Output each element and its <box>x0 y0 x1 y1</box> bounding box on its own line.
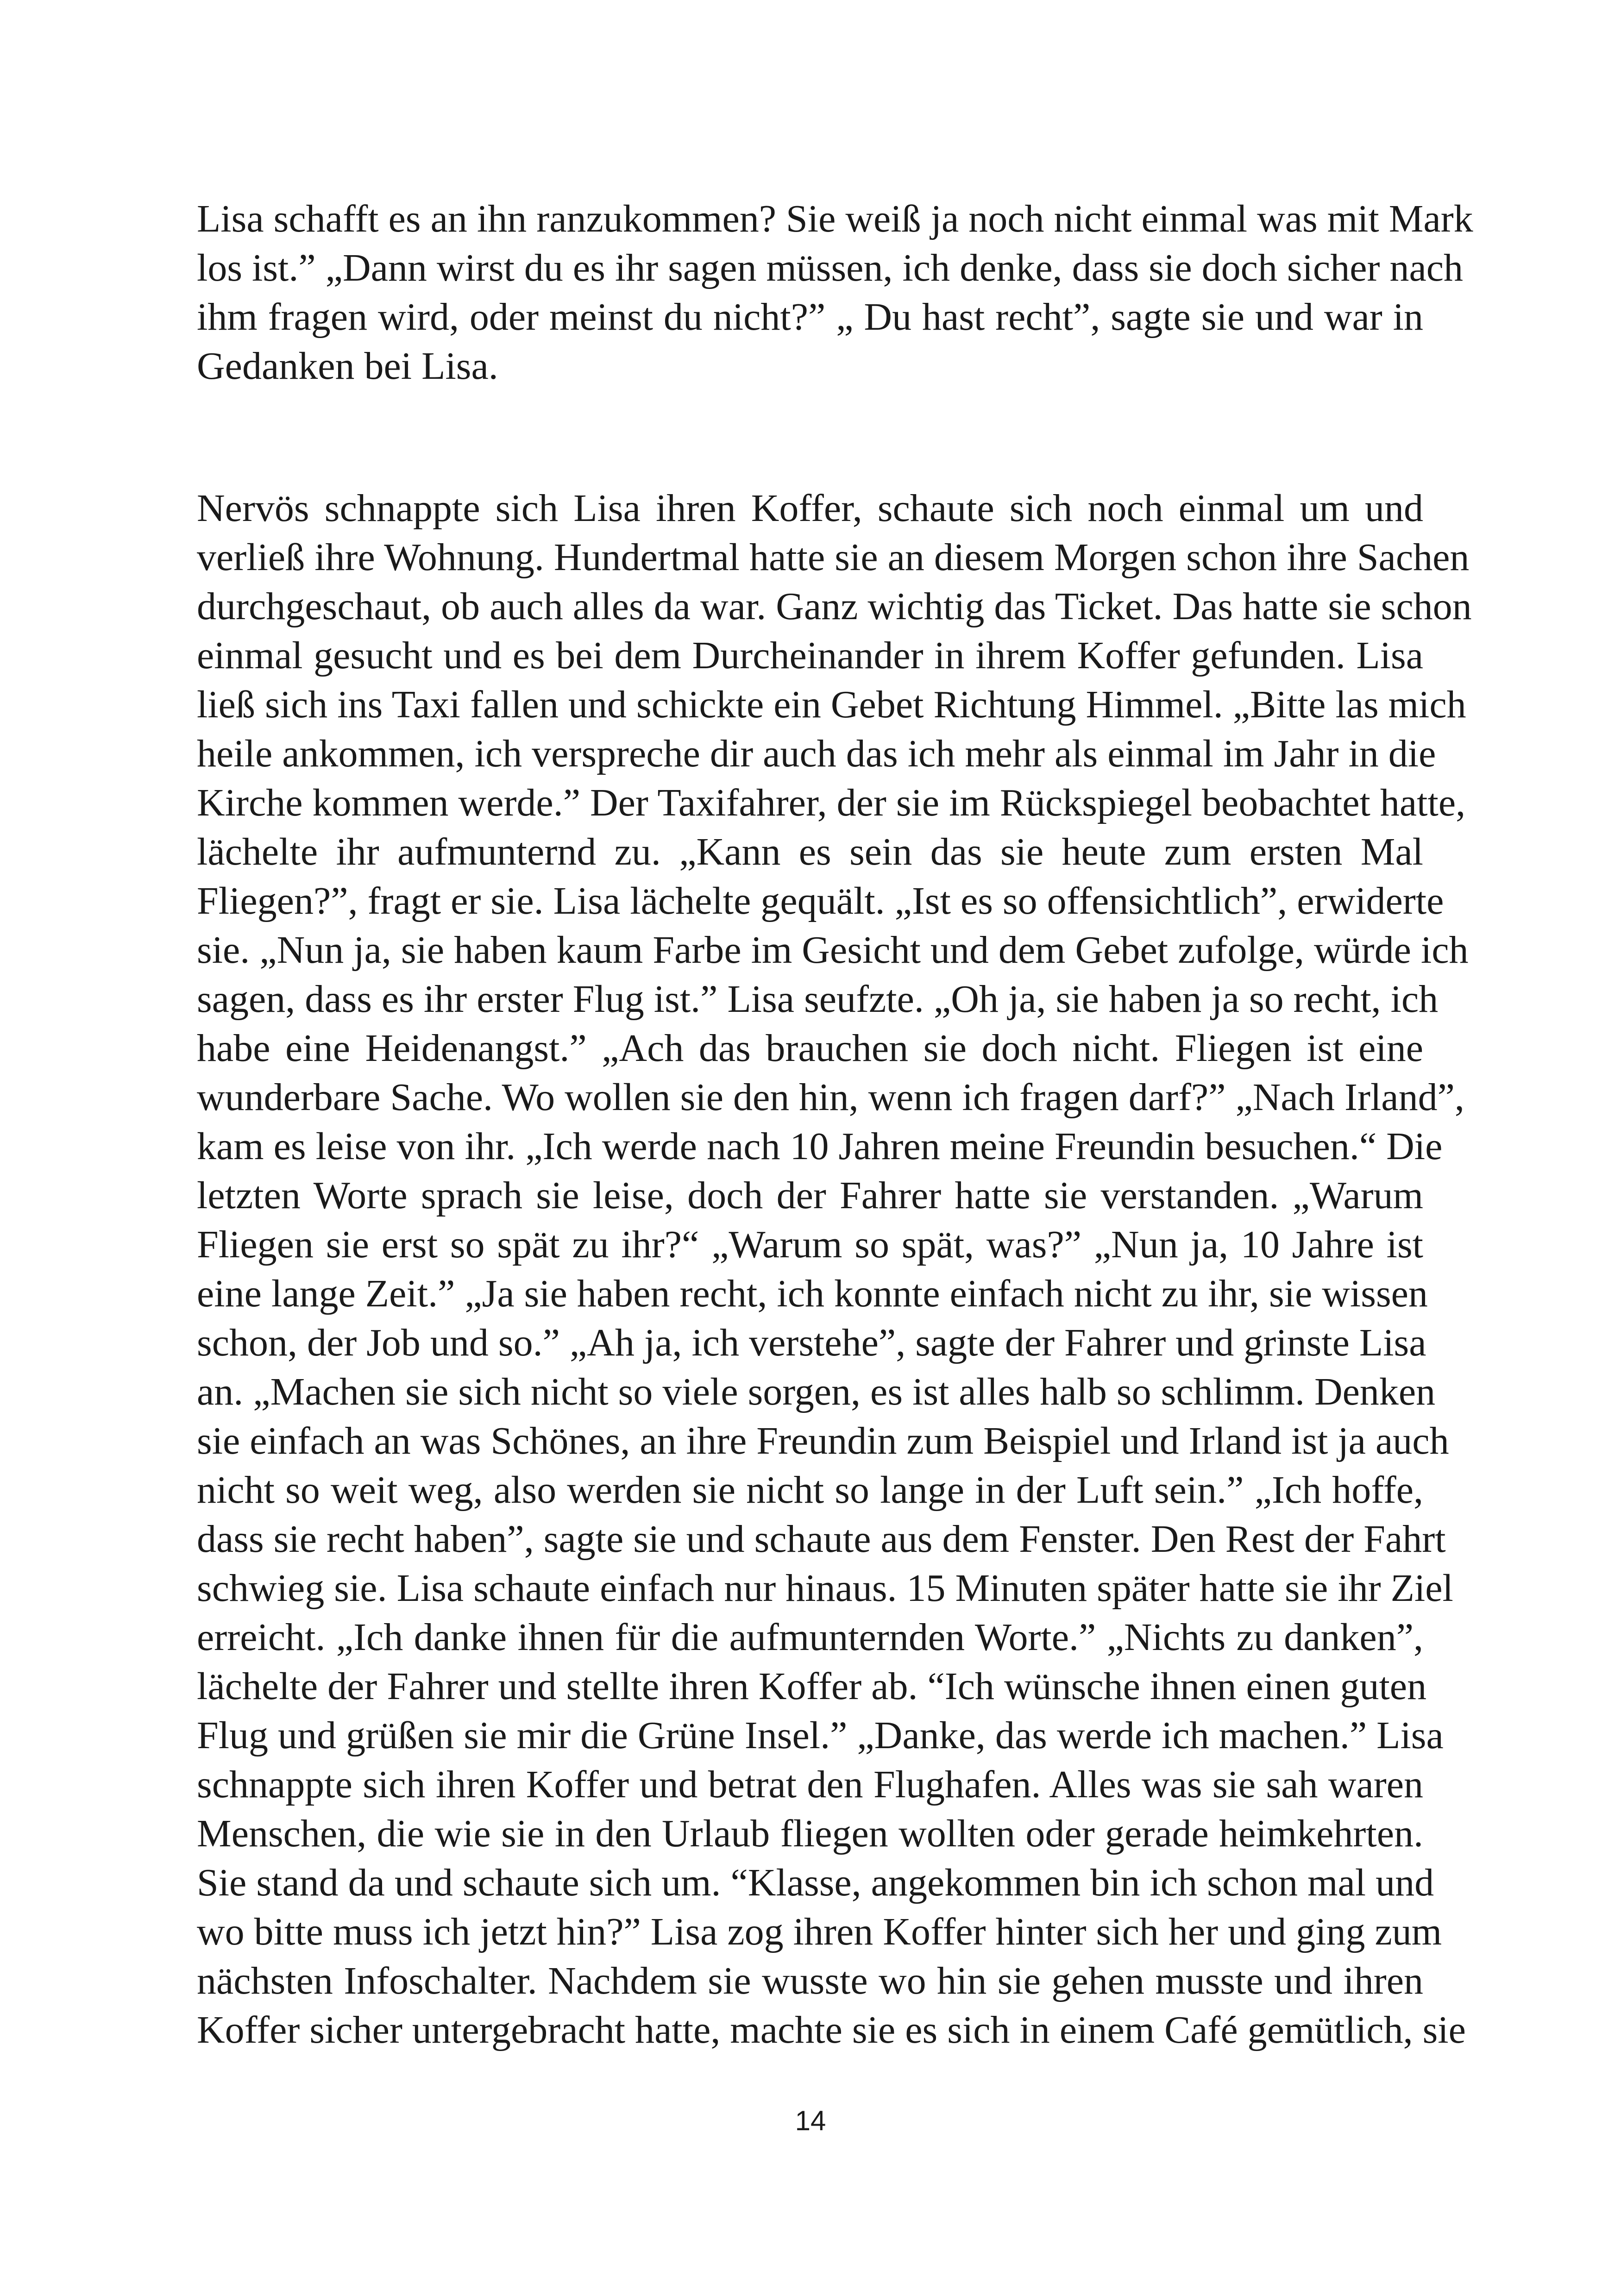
paragraph <box>197 484 1472 2055</box>
text-line: erreicht. „Ich danke ihnen für die aufmunternden Worte.” „Nichts zu danken”, <box>197 1616 1423 1659</box>
text-line: Fliegen sie erst so spät zu ihr?“ „Warum so spät, was?” „Nun ja, 10 Jahre ist <box>197 1223 1423 1266</box>
text-line: Flug und grüßen sie mir die Grüne Insel.” „Danke, das werde ich machen.” Lisa <box>197 1714 1444 1757</box>
text-line: nicht so weit weg, also werden sie nicht so lange in der Luft sein.” „Ich hoffe, <box>197 1468 1423 1512</box>
text-line: eine lange Zeit.” „Ja sie haben recht, ich konnte einfach nicht zu ihr, sie wissen <box>197 1272 1428 1315</box>
text-line: nächsten Infoschalter. Nachdem sie wusste wo hin sie gehen musste und ihren <box>197 1959 1423 2002</box>
text-line: Fliegen?”, fragt er sie. Lisa lächelte gequält. „Ist es so offensichtlich”, erwiderte <box>197 879 1444 922</box>
text-line: durchgeschaut, ob auch alles da war. Ganz wichtig das Ticket. Das hatte sie schon <box>197 585 1472 628</box>
text-line: ließ sich ins Taxi fallen und schickte ein Gebet Richtung Himmel. „Bitte las mich <box>197 683 1466 726</box>
text-line: habe eine Heidenangst.” „Ach das brauchen sie doch nicht. Fliegen ist eine <box>197 1027 1423 1070</box>
text-line: lächelte der Fahrer und stellte ihren Koffer ab. “Ich wünsche ihnen einen guten <box>197 1665 1427 1708</box>
text-line: sagen, dass es ihr erster Flug ist.” Lisa seufzte. „Oh ja, sie haben ja so recht, ich <box>197 978 1439 1021</box>
text-line: wunderbare Sache. Wo wollen sie den hin, wenn ich fragen darf?” „Nach Irland”, <box>197 1076 1464 1119</box>
text-line: Koffer sicher untergebracht hatte, machte sie es sich in einem Café gemütlich, sie <box>197 2008 1466 2051</box>
page-number: 14 <box>795 2105 826 2136</box>
text-line: lächelte ihr aufmunternd zu. „Kann es sein das sie heute zum ersten Mal <box>197 830 1423 873</box>
text-line: Gedanken bei Lisa. <box>197 345 498 388</box>
text-line: wo bitte muss ich jetzt hin?” Lisa zog ihren Koffer hinter sich her und ging zum <box>197 1910 1442 1953</box>
text-line: an. „Machen sie sich nicht so viele sorgen, es ist alles halb so schlimm. Denken <box>197 1370 1436 1413</box>
text-line: Menschen, die wie sie in den Urlaub fliegen wollten oder gerade heimkehrten. <box>197 1812 1423 1855</box>
paragraph <box>197 194 1473 391</box>
text-line: kam es leise von ihr. „Ich werde nach 10 Jahren meine Freundin besuchen.“ Die <box>197 1125 1443 1168</box>
text-line: heile ankommen, ich verspreche dir auch das ich mehr als einmal im Jahr in die <box>197 732 1436 775</box>
text-line: letzten Worte sprach sie leise, doch der Fahrer hatte sie verstanden. „Warum <box>197 1174 1423 1217</box>
text-line: einmal gesucht und es bei dem Durcheinander in ihrem Koffer gefunden. Lisa <box>197 634 1423 677</box>
text-line: Lisa schafft es an ihn ranzukommen? Sie weiß ja noch nicht einmal was mit Mark <box>197 197 1473 240</box>
text-line: sie einfach an was Schönes, an ihre Freundin zum Beispiel und Irland ist ja auch <box>197 1419 1449 1462</box>
text-line: dass sie recht haben”, sagte sie und schaute aus dem Fenster. Den Rest der Fahrt <box>197 1518 1446 1561</box>
text-line: sie. „Nun ja, sie haben kaum Farbe im Gesicht und dem Gebet zufolge, würde ich <box>197 928 1469 972</box>
text-line: schwieg sie. Lisa schaute einfach nur hinaus. 15 Minuten später hatte sie ihr Ziel <box>197 1567 1453 1610</box>
text-line: Kirche kommen werde.” Der Taxifahrer, der sie im Rückspiegel beobachtet hatte, <box>197 781 1466 824</box>
text-line: Nervös schnappte sich Lisa ihren Koffer, schaute sich noch einmal um und <box>197 487 1423 530</box>
text-line: ihm fragen wird, oder meinst du nicht?” „ Du hast recht”, sagte sie und war in <box>197 295 1423 339</box>
text-line: schnappte sich ihren Koffer und betrat den Flughafen. Alles was sie sah waren <box>197 1763 1423 1806</box>
text-line: verließ ihre Wohnung. Hundertmal hatte sie an diesem Morgen schon ihre Sachen <box>197 536 1470 579</box>
text-line: schon, der Job und so.” „Ah ja, ich verstehe”, sagte der Fahrer und grinste Lisa <box>197 1321 1426 1364</box>
text-line: Sie stand da und schaute sich um. “Klasse, angekommen bin ich schon mal und <box>197 1861 1434 1904</box>
text-line: los ist.” „Dann wirst du es ihr sagen müssen, ich denke, dass sie doch sicher nach <box>197 246 1464 289</box>
